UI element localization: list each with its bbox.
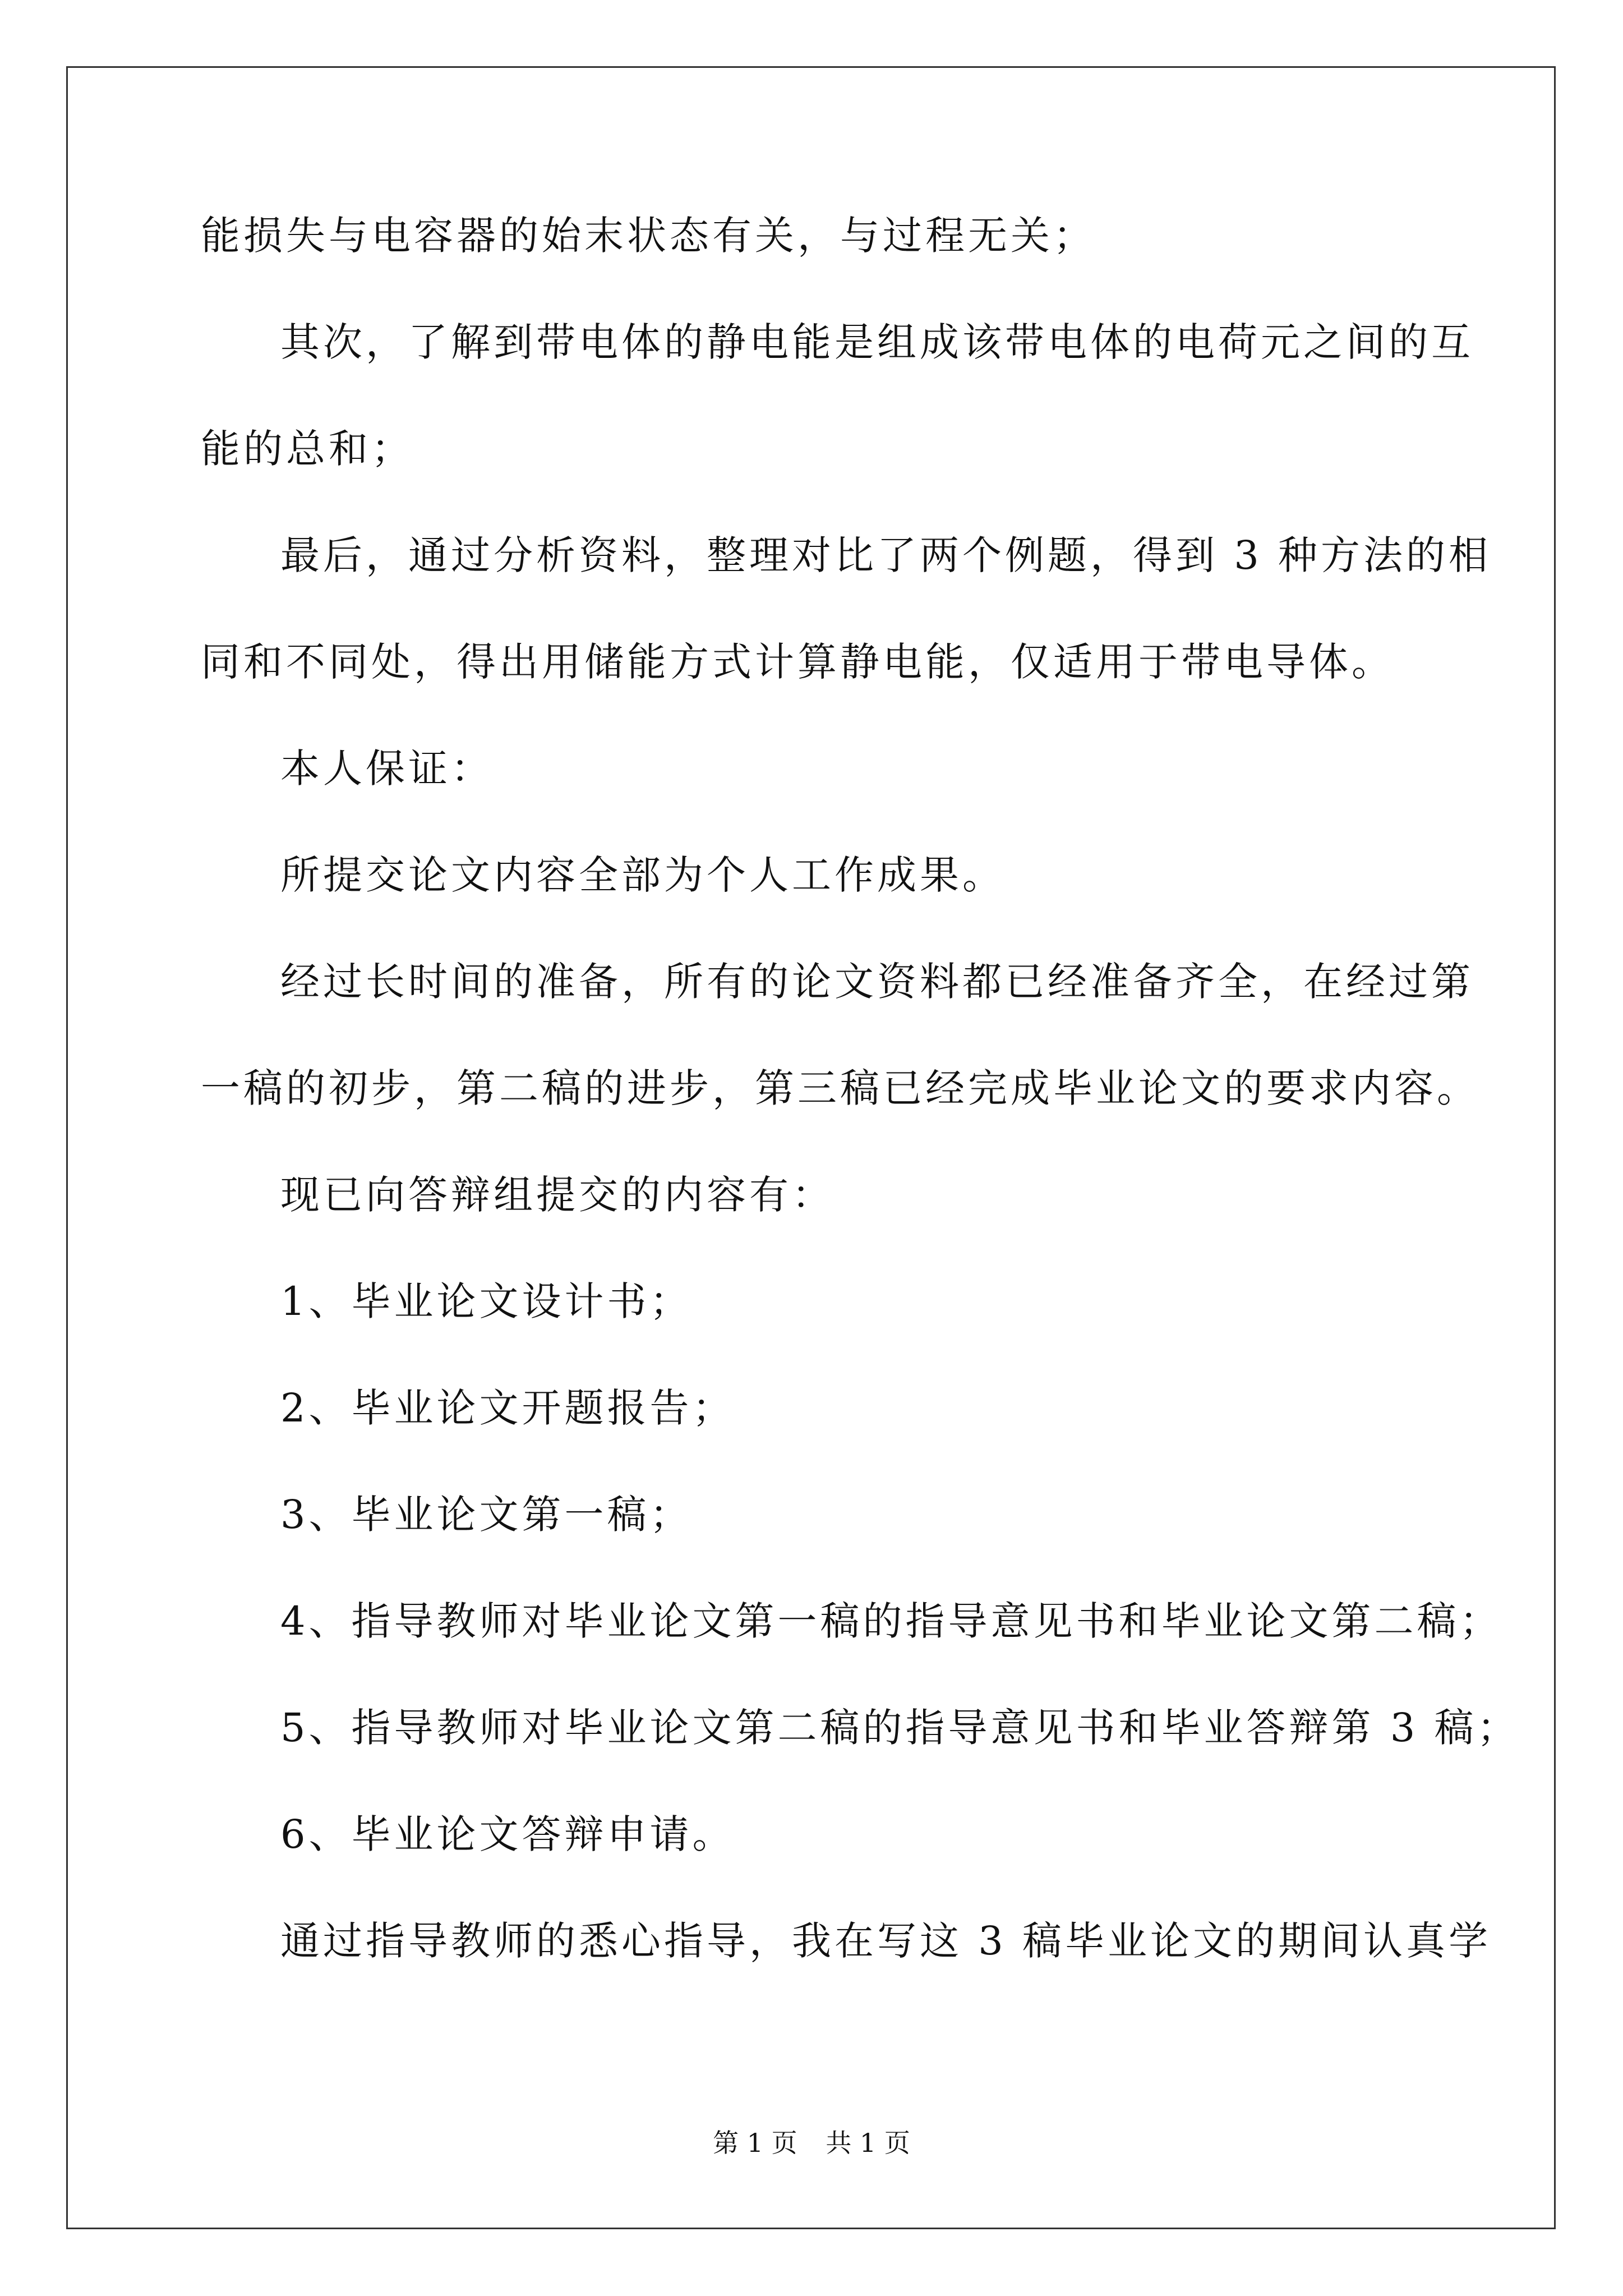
text-line: 最后，通过分析资料，整理对比了两个例题，得到 3 种方法的相 — [280, 532, 1492, 578]
text-line: 能的总和； — [201, 426, 414, 472]
list-item: 3、毕业论文第一稿； — [280, 1492, 693, 1538]
page-footer — [0, 2126, 1623, 2160]
text-line: 一稿的初步，第二稿的进步，第三稿已经完成毕业论文的要求内容。 — [201, 1065, 1479, 1111]
list-item: 6、毕业论文答辩申请。 — [280, 1811, 735, 1857]
text-line: 通过指导教师的悉心指导，我在写这 3 稿毕业论文的期间认真学 — [280, 1918, 1492, 1964]
text-line: 同和不同处，得出用储能方式计算静电能，仅适用于带电导体。 — [201, 639, 1394, 685]
text-line: 现已向答辩组提交的内容有： — [280, 1172, 834, 1218]
list-item: 1、毕业论文设计书； — [280, 1278, 693, 1324]
list-item: 4、指导教师对毕业论文第一稿的指导意见书和毕业论文第二稿； — [280, 1598, 1502, 1644]
list-item: 5、指导教师对毕业论文第二稿的指导意见书和毕业答辩第 3 稿； — [280, 1705, 1520, 1751]
page-border — [66, 66, 1556, 2229]
text-line: 经过长时间的准备，所有的论文资料都已经准备齐全，在经过第 — [280, 959, 1474, 1005]
text-line: 本人保证： — [280, 746, 494, 792]
list-item: 2、毕业论文开题报告； — [280, 1385, 735, 1431]
page-total: 共 1 页 — [826, 2128, 910, 2158]
text-line: 所提交论文内容全部为个人工作成果。 — [280, 852, 1005, 898]
text-line: 其次，了解到带电体的静电能是组成该带电体的电荷元之间的互 — [280, 319, 1474, 365]
page-number: 第 1 页 — [713, 2128, 797, 2158]
text-line: 能损失与电容器的始末状态有关，与过程无关； — [201, 213, 1096, 259]
